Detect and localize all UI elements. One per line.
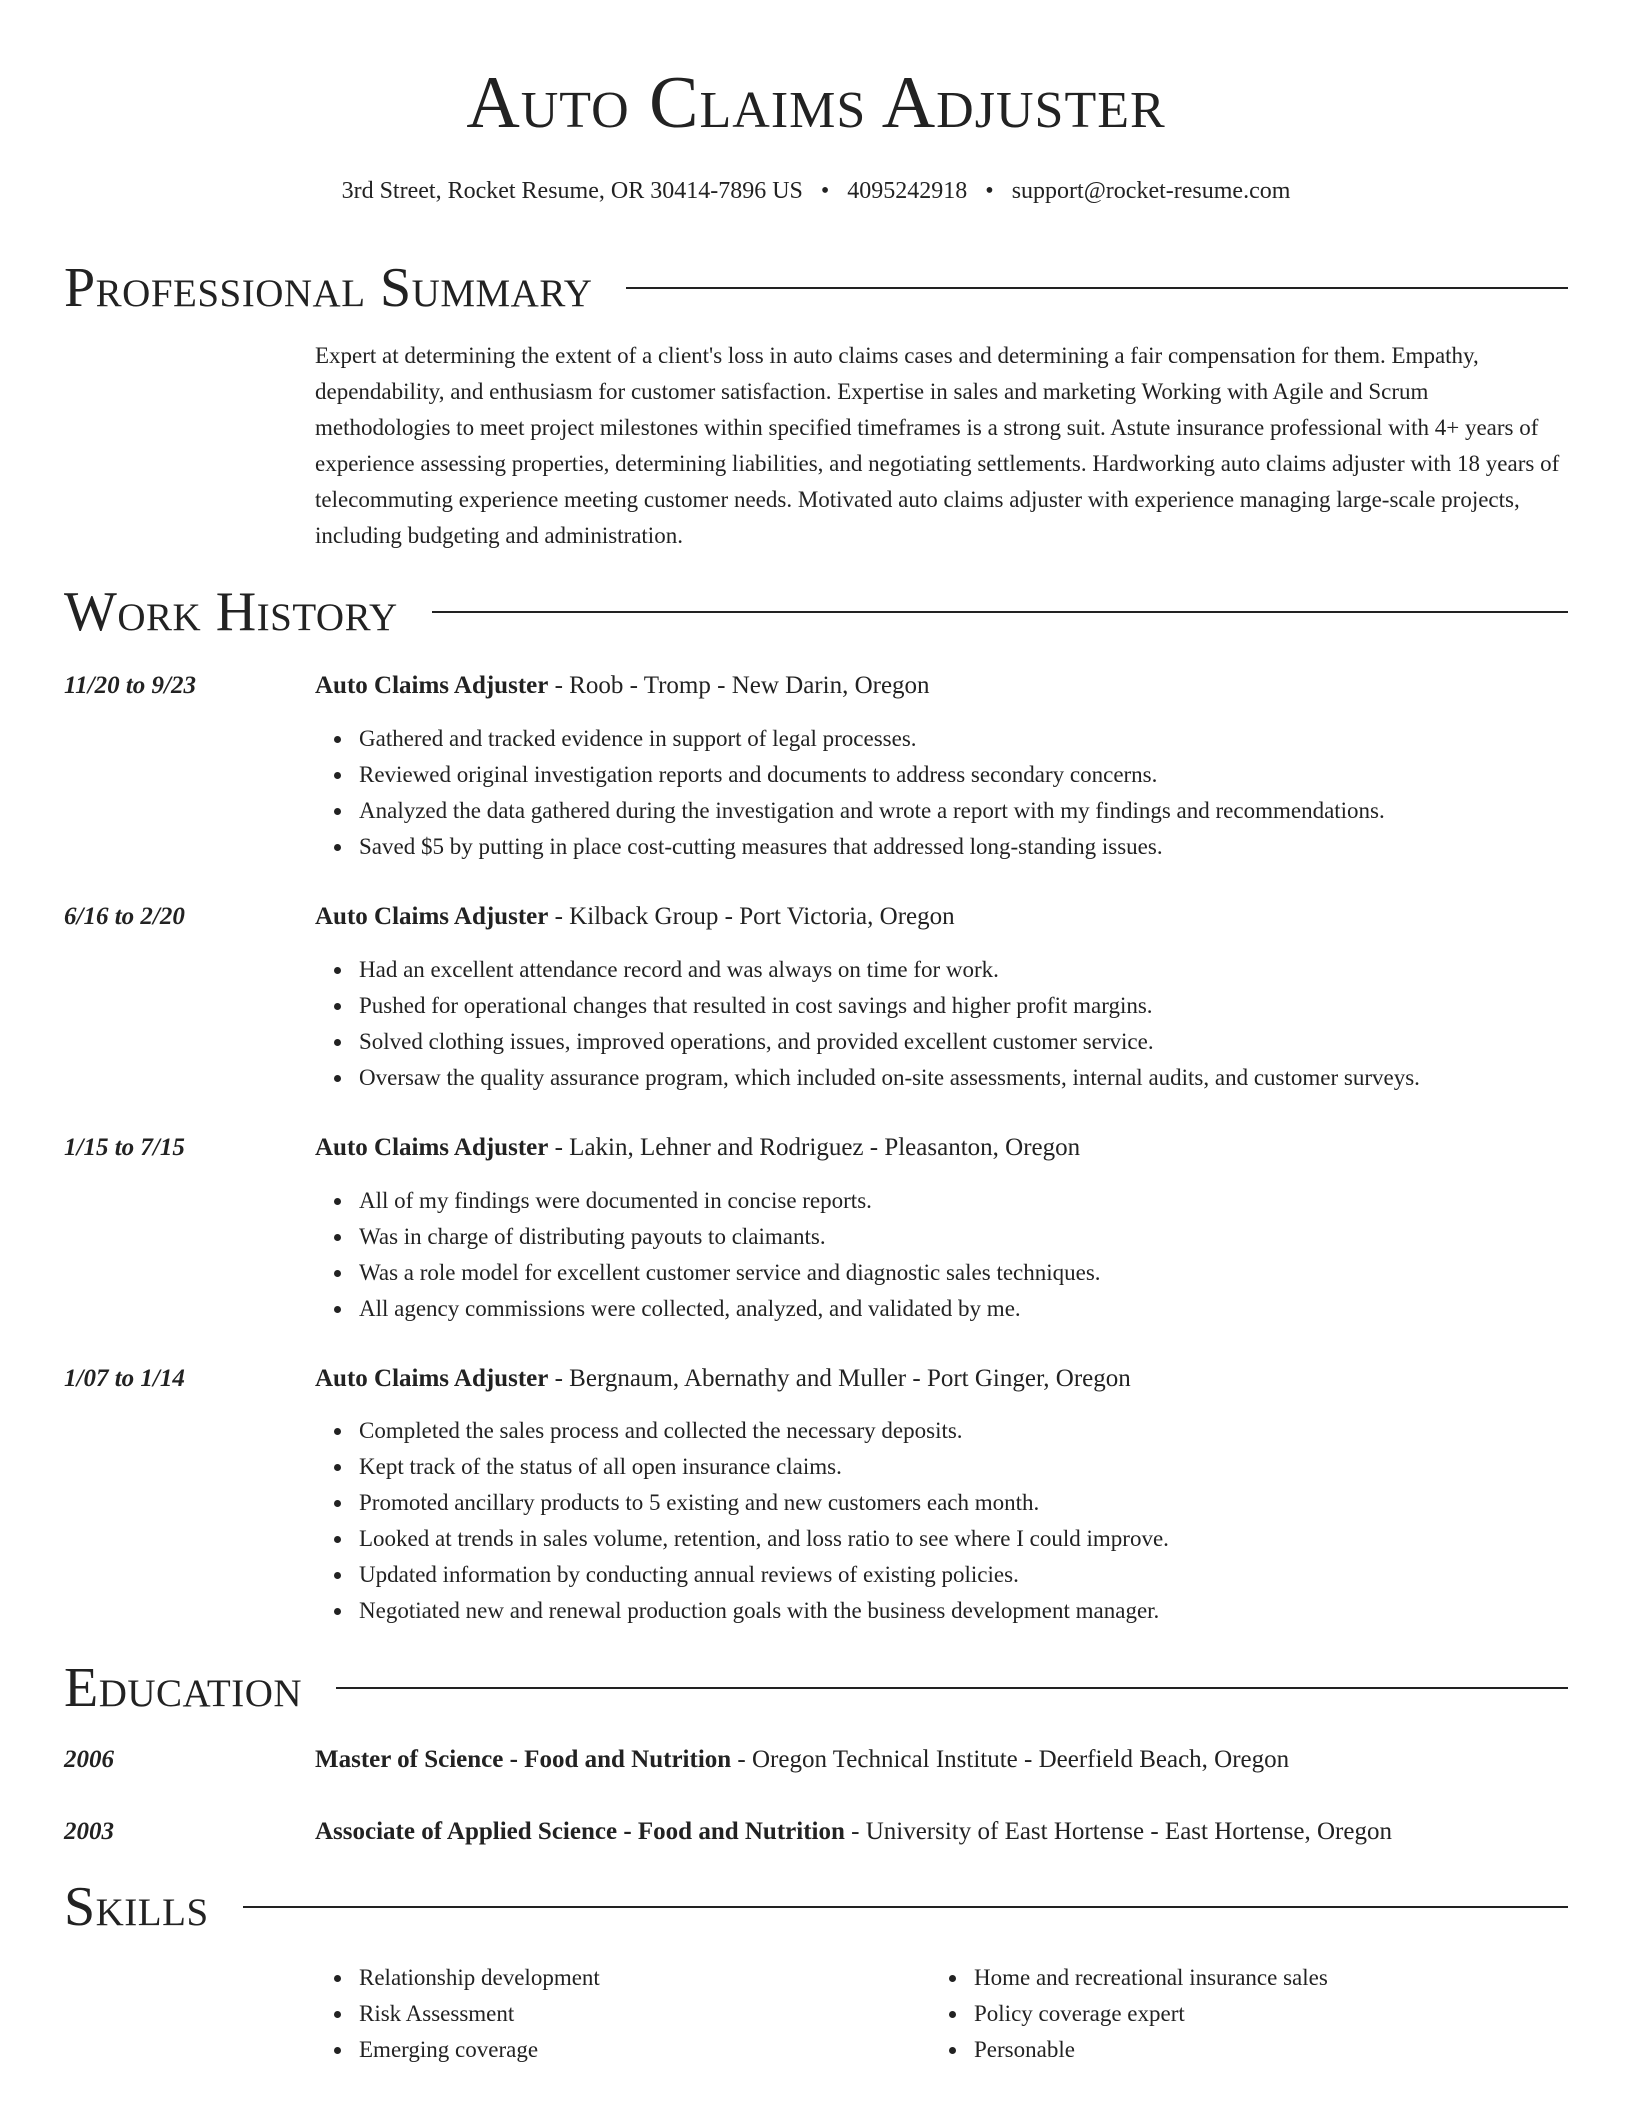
- skill-item: Personable: [974, 2032, 1534, 2068]
- list-item: Promoted ancillary products to 5 existing and new customers each month.: [359, 1485, 1568, 1521]
- job-bullets: [359, 1413, 1568, 1629]
- list-item: Completed the sales process and collected the necessary deposits.: [359, 1413, 1568, 1449]
- section-header-work-history: [64, 580, 1568, 644]
- job-bullets: [359, 1183, 1568, 1327]
- resume-title: Auto Claims Adjuster: [466, 62, 1166, 144]
- section-divider: [626, 287, 1568, 289]
- job-role: [315, 1130, 1080, 1166]
- job-title: Auto Claims Adjuster: [315, 1134, 549, 1161]
- list-item: Was in charge of distributing payouts to claimants.: [359, 1219, 1568, 1255]
- list-item: Gathered and tracked evidence in support of legal processes.: [359, 721, 1568, 757]
- list-item: All of my findings were documented in concise reports.: [359, 1183, 1568, 1219]
- skills-list-left: [359, 1960, 919, 2068]
- list-item: All agency commissions were collected, analyzed, and validated by me.: [359, 1291, 1568, 1327]
- contact-separator: •: [985, 178, 994, 204]
- section-heading: Education: [64, 1657, 303, 1719]
- section-heading: Professional Summary: [64, 257, 593, 319]
- resume-page: [64, 0, 1568, 2112]
- contact-address: 3rd Street, Rocket Resume, OR 30414-7896 US: [341, 178, 803, 204]
- education-degree-line: [315, 1742, 1289, 1778]
- list-item: Pushed for operational changes that resulted in cost savings and higher profit margins.: [359, 988, 1568, 1024]
- education-degree: Master of Science - Food and Nutrition: [315, 1746, 732, 1773]
- contact-line: [64, 174, 1568, 208]
- contact-phone: 4095242918: [847, 178, 968, 204]
- section-divider: [243, 1906, 1568, 1908]
- education-year: 2003: [64, 1818, 114, 1845]
- section-header-education: [64, 1656, 1568, 1720]
- list-item: Looked at trends in sales volume, retention, and loss ratio to see where I could improve.: [359, 1521, 1568, 1557]
- job-dates: 11/20 to 9/23: [64, 672, 196, 699]
- summary-text: Expert at determining the extent of a client's loss in auto claims cases and determining a fair compensation for them. Empathy, dependability, and enthusiasm for customer satisfaction. Expertise in sales and marketing Working with Agile and Scrum methodologies to meet project milestones within specified timeframes is a strong suit. Astute insurance professional with 4+ years of experience assessing properties, determining liabilities, and negotiating settlements. Hardworking auto claims adjuster with 18 years of telecommuting experience meeting customer needs. Motivated auto claims adjuster with experience managing large-scale projects, including budgeting and administration.: [315, 343, 1560, 548]
- section-header-skills: [64, 1875, 1568, 1939]
- job-dates: 1/15 to 7/15: [64, 1134, 185, 1161]
- contact-separator: •: [820, 178, 830, 204]
- job-title: Auto Claims Adjuster: [315, 1365, 549, 1392]
- job-details: - Lakin, Lehner and Rodriguez - Pleasanton, Oregon: [548, 1134, 1081, 1161]
- education-degree-line: [315, 1814, 1392, 1850]
- education-details: - Oregon Technical Institute - Deerfield Beach, Oregon: [731, 1746, 1290, 1773]
- list-item: Saved $5 by putting in place cost-cutting measures that addressed long-standing issues.: [359, 829, 1568, 865]
- list-item: Oversaw the quality assurance program, which included on-site assessments, internal audits, and customer surveys.: [359, 1060, 1568, 1096]
- section-header-summary: [64, 256, 1568, 320]
- skill-item: Relationship development: [359, 1960, 919, 1996]
- contact-email: support@rocket-resume.com: [1011, 178, 1291, 204]
- list-item: Updated information by conducting annual reviews of existing policies.: [359, 1557, 1568, 1593]
- job-title: Auto Claims Adjuster: [315, 903, 549, 930]
- skill-item: Emerging coverage: [359, 2032, 919, 2068]
- list-item: Reviewed original investigation reports and documents to address secondary concerns.: [359, 757, 1568, 793]
- job-details: - Bergnaum, Abernathy and Muller - Port Ginger, Oregon: [548, 1365, 1131, 1392]
- job-role: [315, 1361, 1131, 1397]
- education-details: - University of East Hortense - East Hortense, Oregon: [844, 1818, 1392, 1845]
- job-dates: 6/16 to 2/20: [64, 903, 185, 930]
- job-role: [315, 899, 955, 935]
- job-details: - Roob - Tromp - New Darin, Oregon: [548, 672, 930, 699]
- job-title: Auto Claims Adjuster: [315, 672, 549, 699]
- list-item: Analyzed the data gathered during the investigation and wrote a report with my findings and recommendations.: [359, 793, 1568, 829]
- job-bullets: [359, 721, 1568, 865]
- job-bullets: [359, 952, 1568, 1096]
- education-year: 2006: [64, 1746, 114, 1773]
- section-divider: [432, 611, 1568, 613]
- list-item: Had an excellent attendance record and was always on time for work.: [359, 952, 1568, 988]
- job-role: [315, 668, 930, 704]
- section-divider: [336, 1687, 1568, 1689]
- skills-list-right: [974, 1960, 1534, 2068]
- job-details: - Kilback Group - Port Victoria, Oregon: [548, 903, 955, 930]
- list-item: Was a role model for excellent customer service and diagnostic sales techniques.: [359, 1255, 1568, 1291]
- job-dates: 1/07 to 1/14: [64, 1365, 185, 1392]
- list-item: Kept track of the status of all open insurance claims.: [359, 1449, 1568, 1485]
- section-heading: Skills: [64, 1876, 209, 1938]
- skill-item: Policy coverage expert: [974, 1996, 1534, 2032]
- skill-item: Home and recreational insurance sales: [974, 1960, 1534, 1996]
- education-degree: Associate of Applied Science - Food and Nutrition: [315, 1818, 845, 1845]
- list-item: Negotiated new and renewal production goals with the business development manager.: [359, 1593, 1568, 1629]
- section-heading: Work History: [64, 581, 398, 643]
- list-item: Solved clothing issues, improved operations, and provided excellent customer service.: [359, 1024, 1568, 1060]
- skill-item: Risk Assessment: [359, 1996, 919, 2032]
